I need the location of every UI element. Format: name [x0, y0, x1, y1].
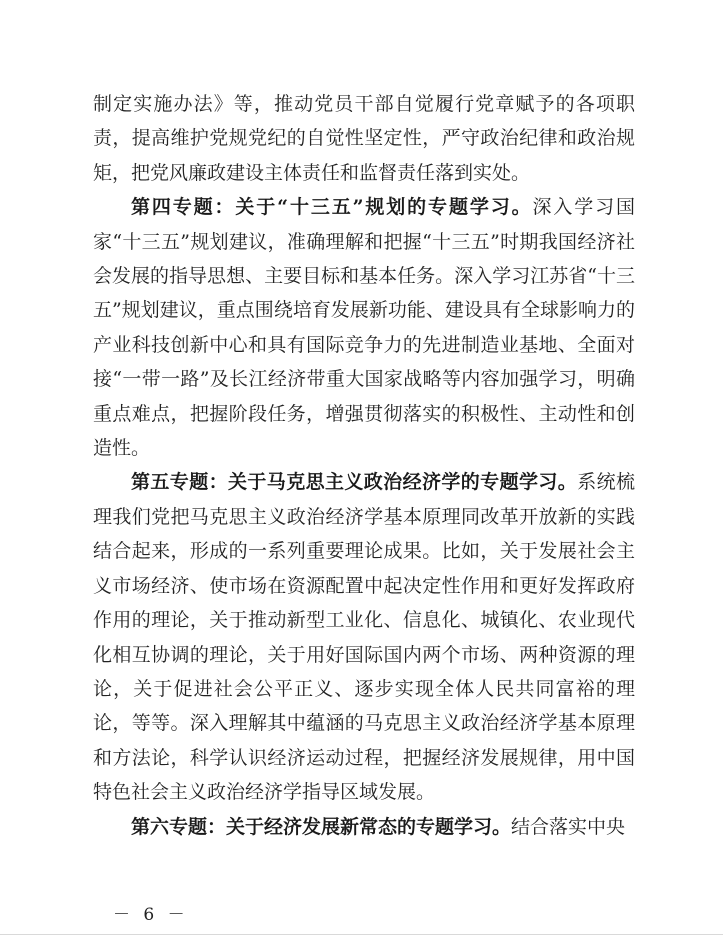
paragraph-text: 结合落实中央	[511, 815, 626, 838]
paragraph-topic-4	[93, 190, 635, 465]
paragraph-text: 系统梳理我们党把马克思主义政治经济学基本原理同改革开放新的实践结合起来，形成的一系列重要理论成果。比如，关于发展社会主义市场经济、使市场在资源配置中起决定性作用和更好发挥政府作用的理论，关于推动新型工业化、信息化、城镇化、农业现代化相互协调的理论，关于用好国际国内两个市场、两种资源的理论，关于促进社会公平正义、逐步实现全体人民共同富裕的理论，等等。深入理解其中蕴涵的马克思主义政治经济学基本原理和方法论，科学认识经济运动过程，把握经济发展规律，用中国特色社会主义政治经济学指导区域发展。	[93, 471, 635, 804]
paragraph-text: 制定实施办法》等，推动党员干部自觉履行党章赋予的各项职责，提高维护党规党纪的自觉性坚定性，严守政治纪律和政治规矩，把党风廉政建设主体责任和监督责任落到实处。	[93, 93, 635, 184]
document-body	[93, 87, 635, 844]
paragraph-heading: 第五专题：关于马克思主义政治经济学的专题学习。	[131, 471, 578, 494]
page-number: － 6 －	[113, 905, 189, 925]
paragraph-heading: 第六专题：关于经济发展新常态的专题学习。	[131, 815, 512, 838]
paragraph-text: 深入学习国家“十三五”规划建议，准确理解和把握“十三五”时期我国经济社会发展的指导思想、主要目标和基本任务。深入学习江苏省“十三五”规划建议，重点围绕培育发展新功能、建设具有全球影响力的产业科技创新中心和具有国际竞争力的先进制造业基地、全面对接“一带一路”及长江经济带重大国家战略等内容加强学习，明确重点难点，把握阶段任务，增强贯彻落实的积极性、主动性和创造性。	[93, 196, 635, 460]
paragraph-heading: 第四专题：关于“十三五”规划的专题学习。	[131, 196, 533, 219]
paragraph-topic-6	[93, 810, 635, 844]
paragraph-continuation	[93, 87, 635, 190]
page-bottom-edge	[0, 934, 723, 935]
paragraph-topic-5	[93, 465, 635, 809]
